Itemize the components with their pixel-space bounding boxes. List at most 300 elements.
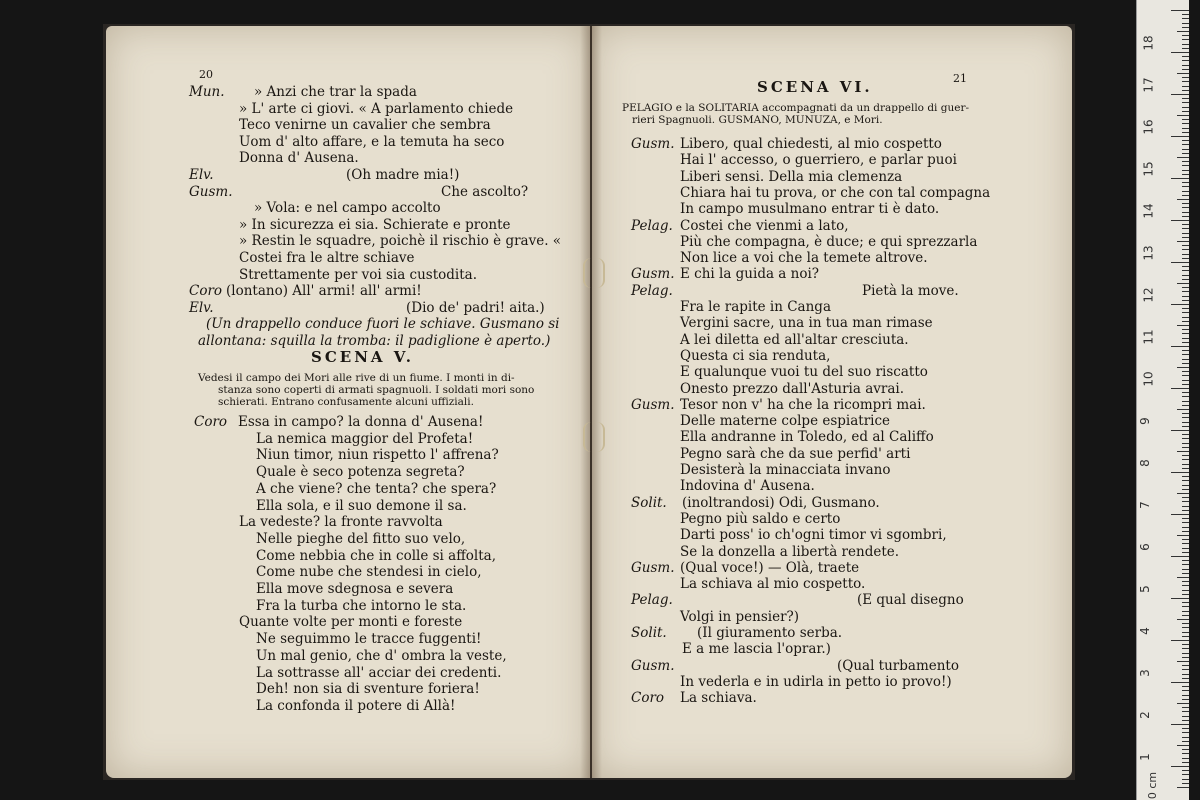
ruler-tick xyxy=(1182,35,1189,36)
ruler-tick xyxy=(1171,220,1189,221)
ruler-tick xyxy=(1177,241,1189,242)
ruler-tick xyxy=(1182,674,1189,675)
ruler-tick xyxy=(1177,409,1189,410)
verse-line: (lontano) All' armi! all' armi! xyxy=(226,283,422,300)
ruler-tick xyxy=(1182,720,1189,721)
ruler-tick xyxy=(1182,443,1189,444)
ruler-tick xyxy=(1182,333,1189,334)
ruler-tick xyxy=(1182,653,1189,654)
ruler-tick xyxy=(1182,770,1189,771)
ruler-tick xyxy=(1182,438,1189,439)
speaker-label: Elv. xyxy=(189,299,214,316)
ruler-tick xyxy=(1182,615,1189,616)
ruler-tick xyxy=(1171,430,1189,431)
ruler-tick xyxy=(1182,728,1189,729)
verse-line: Che ascolto? xyxy=(441,183,529,200)
ruler-tick xyxy=(1182,153,1189,154)
ruler-tick xyxy=(1182,65,1189,66)
ruler-tick xyxy=(1182,627,1189,628)
ruler-tick xyxy=(1182,279,1189,280)
ruler-tick xyxy=(1182,245,1189,246)
ruler-tick xyxy=(1182,98,1189,99)
ruler-tick xyxy=(1182,266,1189,267)
ruler-tick xyxy=(1182,77,1189,78)
ruler-tick xyxy=(1177,745,1189,746)
ruler-number: 2 xyxy=(1137,711,1152,719)
verse-line: Ella move sdegnosa e severa xyxy=(256,581,454,597)
verse-line: Quante volte per monti e foreste xyxy=(239,614,463,631)
verse-line: Pietà la move. xyxy=(862,282,959,299)
verse-line: Teco venirne un cavalier che sembra xyxy=(239,117,491,134)
ruler-tick xyxy=(1182,459,1189,460)
ruler-tick xyxy=(1171,724,1189,725)
verse-line: La sottrasse all' acciar dei credenti. xyxy=(256,664,502,681)
ruler-number: 15 xyxy=(1141,161,1156,177)
ruler-number: 8 xyxy=(1137,459,1152,467)
verse-line: (Qual turbamento xyxy=(837,657,959,674)
ruler-tick xyxy=(1182,375,1189,376)
ruler-number: 4 xyxy=(1137,627,1152,635)
verse-line: Indovina d' Ausena. xyxy=(680,478,815,495)
ruler-tick xyxy=(1182,581,1189,582)
ruler-tick xyxy=(1182,644,1189,645)
ruler-tick xyxy=(1182,480,1189,481)
verse-line: Fra le rapite in Canga xyxy=(680,299,831,315)
ruler-tick xyxy=(1182,212,1189,213)
ruler-tick xyxy=(1182,434,1189,435)
ruler-tick xyxy=(1177,31,1189,32)
verse-line: Non lice a voi che la temete altrove. xyxy=(680,250,928,267)
speaker-label: Gusm. xyxy=(631,396,675,413)
ruler-tick xyxy=(1182,611,1189,612)
ruler-tick xyxy=(1182,170,1189,171)
ruler-tick xyxy=(1182,779,1189,780)
ruler-tick xyxy=(1182,86,1189,87)
verse-line: (Il giuramento serba. xyxy=(697,625,843,641)
ruler-tick xyxy=(1182,321,1189,322)
ruler-number: 17 xyxy=(1141,77,1156,93)
ruler-tick xyxy=(1182,224,1189,225)
ruler-tick xyxy=(1182,522,1189,523)
ruler-tick xyxy=(1182,455,1189,456)
verse-line: Essa in campo? la donna d' Ausena! xyxy=(238,414,484,430)
stage-line: stanza sono coperti di armati spagnuoli. I soldati mori sono xyxy=(218,384,535,396)
ruler-tick xyxy=(1182,678,1189,679)
ruler-tick xyxy=(1182,174,1189,175)
coro-speaker: Coro xyxy=(194,414,228,430)
ruler-number: 13 xyxy=(1141,245,1156,261)
ruler-tick xyxy=(1171,598,1189,599)
ruler-tick xyxy=(1182,426,1189,427)
ruler-tick xyxy=(1182,573,1189,574)
verse-line: In vederla e in udirla in petto io provo!) xyxy=(680,673,952,690)
right-page xyxy=(592,26,1072,778)
verse-line: Tesor non v' ha che la ricompri mai. xyxy=(680,396,926,413)
verse-line: Onesto prezzo dall'Asturia avrai. xyxy=(680,380,904,397)
ruler-tick xyxy=(1171,556,1189,557)
ruler-tick xyxy=(1182,23,1189,24)
ruler-tick xyxy=(1182,300,1189,301)
left-page xyxy=(106,26,590,778)
ruler-tick xyxy=(1182,560,1189,561)
ruler-tick xyxy=(1182,783,1189,784)
ruler-tick xyxy=(1182,81,1189,82)
ruler-tick xyxy=(1182,317,1189,318)
ruler-tick xyxy=(1182,716,1189,717)
ruler-tick xyxy=(1182,149,1189,150)
ruler-tick xyxy=(1177,199,1189,200)
speaker-label: Gusm. xyxy=(631,559,675,576)
verse-line: Se la donzella a libertà rendete. xyxy=(680,543,900,560)
ruler-tick xyxy=(1182,44,1189,45)
ruler-tick xyxy=(1182,203,1189,204)
ruler-tick xyxy=(1182,648,1189,649)
verse-line: In campo musulmano entrar ti è dato. xyxy=(680,201,940,218)
ruler-tick xyxy=(1182,753,1189,754)
ruler-tick xyxy=(1171,682,1189,683)
ruler-tick xyxy=(1182,354,1189,355)
ruler-tick xyxy=(1182,602,1189,603)
book-gutter xyxy=(580,26,602,778)
ruler-tick xyxy=(1182,228,1189,229)
verse-line: La nemica maggior del Profeta! xyxy=(256,430,474,447)
ruler-tick xyxy=(1182,237,1189,238)
ruler-tick xyxy=(1182,363,1189,364)
ruler-tick xyxy=(1182,732,1189,733)
ruler-tick xyxy=(1182,665,1189,666)
ruler-tick xyxy=(1182,623,1189,624)
ruler-number: 18 xyxy=(1141,35,1156,51)
ruler-number: 7 xyxy=(1137,501,1152,509)
right-page-number: 21 xyxy=(953,72,967,85)
ruler-tick xyxy=(1182,510,1189,511)
speaker-label: Gusm. xyxy=(631,657,675,674)
ruler-number: 11 xyxy=(1141,329,1156,345)
verse-line: Darti poss' io ch'ogni timor vi sgombri, xyxy=(680,527,947,544)
verse-line: La schiava al mio cospetto. xyxy=(680,576,866,593)
ruler-tick xyxy=(1182,119,1189,120)
ruler-tick xyxy=(1182,489,1189,490)
ruler-tick xyxy=(1171,94,1189,95)
measuring-ruler xyxy=(1136,0,1189,800)
verse-line: Più che compagna, è duce; e qui sprezzarla xyxy=(680,233,978,250)
ruler-tick xyxy=(1182,506,1189,507)
ruler-tick xyxy=(1182,275,1189,276)
ruler-tick xyxy=(1182,636,1189,637)
ruler-tick xyxy=(1177,619,1189,620)
ruler-tick xyxy=(1182,737,1189,738)
speaker-label: Solit. xyxy=(631,625,667,641)
speaker-label: Coro xyxy=(189,283,223,300)
ruler-tick xyxy=(1182,186,1189,187)
verse-line: » L' arte ci giovi. « A parlamento chiede xyxy=(239,100,514,117)
scena-v-title: SCENA V. xyxy=(311,348,415,366)
verse-line: Nelle pieghe del fitto suo velo, xyxy=(256,530,466,547)
ruler-tick xyxy=(1182,711,1189,712)
verse-line: A che viene? che tenta? che spera? xyxy=(256,480,497,497)
ruler-tick xyxy=(1182,590,1189,591)
stage-line: PELAGIO e la SOLITARIA accompagnati da un drappello di guer- xyxy=(622,102,970,114)
verse-line: Donna d' Ausena. xyxy=(239,150,359,167)
ruler-number: 6 xyxy=(1137,543,1152,551)
ruler-tick xyxy=(1182,447,1189,448)
verse-line: Liberi sensi. Della mia clemenza xyxy=(680,168,903,185)
ruler-number: 3 xyxy=(1137,669,1152,677)
ruler-tick xyxy=(1171,514,1189,515)
ruler-tick xyxy=(1182,111,1189,112)
ruler-tick xyxy=(1182,371,1189,372)
ruler-tick xyxy=(1171,472,1189,473)
ruler-number: 5 xyxy=(1137,585,1152,593)
ruler-tick xyxy=(1182,359,1189,360)
ruler-tick xyxy=(1177,283,1189,284)
ruler-tick xyxy=(1177,451,1189,452)
verse-line: allontana: squilla la tromba: il padiglione è aperto.) xyxy=(198,333,551,349)
ruler-number: 14 xyxy=(1141,203,1156,219)
ruler-tick xyxy=(1182,564,1189,565)
ruler-tick xyxy=(1182,182,1189,183)
ruler-tick xyxy=(1182,485,1189,486)
ruler-tick xyxy=(1182,287,1189,288)
speaker-label: Pelag. xyxy=(631,592,673,609)
stage-line: schierati. Entrano confusamente alcuni uffiziali. xyxy=(218,396,474,408)
ruler-tick xyxy=(1182,39,1189,40)
verse-line: La schiava. xyxy=(680,690,757,707)
ruler-tick xyxy=(1182,695,1189,696)
ruler-tick xyxy=(1182,569,1189,570)
ruler-tick xyxy=(1177,661,1189,662)
ruler-number: 1 xyxy=(1137,753,1152,761)
ruler-tick xyxy=(1177,157,1189,158)
ruler-tick xyxy=(1182,741,1189,742)
ruler-tick xyxy=(1182,291,1189,292)
ruler-tick xyxy=(1177,367,1189,368)
verse-line: Come nebbia che in colle si affolta, xyxy=(256,547,496,564)
stage-line: rieri Spagnuoli. GUSMANO, MUNUZA, e Mori. xyxy=(632,114,883,126)
ruler-tick xyxy=(1182,686,1189,687)
verse-line: Desisterà la minacciata invano xyxy=(680,462,891,478)
ruler-tick xyxy=(1182,48,1189,49)
ruler-tick xyxy=(1182,60,1189,61)
verse-line: Libero, qual chiedesti, al mio cospetto xyxy=(680,136,942,152)
ruler-tick xyxy=(1182,543,1189,544)
verse-line: Delle materne colpe espiatrice xyxy=(680,413,891,430)
ruler-tick xyxy=(1182,758,1189,759)
binding-thread xyxy=(583,258,605,288)
ruler-tick xyxy=(1177,703,1189,704)
ruler-tick xyxy=(1182,401,1189,402)
verse-line: Volgi in pensier?) xyxy=(680,608,800,625)
verse-line: Deh! non sia di sventure foriera! xyxy=(256,681,480,698)
ruler-tick xyxy=(1182,552,1189,553)
ruler-tick xyxy=(1182,312,1189,313)
ruler-tick xyxy=(1182,56,1189,57)
ruler-number: 10 xyxy=(1141,371,1156,387)
ruler-tick xyxy=(1171,766,1189,767)
ruler-tick xyxy=(1182,216,1189,217)
ruler-tick xyxy=(1182,107,1189,108)
ruler-tick xyxy=(1182,338,1189,339)
ruler-tick xyxy=(1177,535,1189,536)
verse-line: Un mal genio, che d' ombra la veste, xyxy=(256,647,507,664)
ruler-tick xyxy=(1182,405,1189,406)
ruler-tick xyxy=(1182,669,1189,670)
ruler-tick xyxy=(1182,749,1189,750)
left-page-number: 20 xyxy=(199,68,213,81)
ruler-tick xyxy=(1182,774,1189,775)
speaker-label: Mun. xyxy=(189,84,225,100)
ruler-tick xyxy=(1171,136,1189,137)
ruler-tick xyxy=(1182,69,1189,70)
verse-line: Quale è seco potenza segreta? xyxy=(256,464,465,481)
verse-line: E a me lascia l'oprar.) xyxy=(682,641,831,658)
ruler-tick xyxy=(1182,468,1189,469)
speaker-label: Gusm. xyxy=(189,183,233,200)
verse-line: » Anzi che trar la spada xyxy=(254,84,417,100)
ruler-tick xyxy=(1182,413,1189,414)
ruler-tick xyxy=(1182,657,1189,658)
verse-line: E chi la guida a noi? xyxy=(680,266,820,283)
ruler-tick xyxy=(1182,417,1189,418)
ruler-tick xyxy=(1182,195,1189,196)
ruler-tick xyxy=(1182,539,1189,540)
ruler-tick xyxy=(1177,577,1189,578)
verse-line: Ella andranne in Toledo, ed al Califfo xyxy=(680,429,934,446)
ruler-tick xyxy=(1171,178,1189,179)
ruler-tick xyxy=(1182,527,1189,528)
ruler-tick xyxy=(1182,233,1189,234)
ruler-tick xyxy=(1171,346,1189,347)
ruler-tick xyxy=(1182,762,1189,763)
verse-line: Vergini sacre, una in tua man rimase xyxy=(680,315,933,332)
ruler-tick xyxy=(1182,161,1189,162)
verse-line: Pegno più saldo e certo xyxy=(680,510,841,527)
verse-line: E qualunque vuoi tu del suo riscatto xyxy=(680,364,928,381)
verse-line: » Restin le squadre, poichè il rischio è grave. « xyxy=(239,233,562,250)
ruler-tick xyxy=(1182,396,1189,397)
verse-line: (inoltrandosi) Odi, Gusmano. xyxy=(682,494,880,511)
ruler-tick xyxy=(1182,464,1189,465)
verse-line: Ella sola, e il suo demone il sa. xyxy=(256,497,467,514)
verse-line: Questa ci sia renduta, xyxy=(680,347,831,364)
verse-line: (E qual disegno xyxy=(857,592,964,609)
ruler-tick xyxy=(1182,140,1189,141)
ruler-tick xyxy=(1182,497,1189,498)
speaker-label: Solit. xyxy=(631,494,667,511)
verse-line: Ne seguimmo le tracce fuggenti! xyxy=(256,631,482,648)
ruler-tick xyxy=(1182,329,1189,330)
verse-line: » In sicurezza ei sia. Schierate e pronte xyxy=(239,216,511,233)
ruler-tick xyxy=(1182,308,1189,309)
verse-line: Fra la turba che intorno le sta. xyxy=(256,597,467,614)
ruler-tick xyxy=(1182,476,1189,477)
ruler-tick xyxy=(1182,518,1189,519)
ruler-tick xyxy=(1171,262,1189,263)
ruler-tick xyxy=(1177,493,1189,494)
ruler-tick xyxy=(1182,606,1189,607)
speaker-label: Gusm. xyxy=(631,266,675,283)
ruler-tick xyxy=(1171,388,1189,389)
ruler-tick xyxy=(1182,342,1189,343)
ruler-tick xyxy=(1182,350,1189,351)
ruler-tick xyxy=(1182,699,1189,700)
ruler-tick xyxy=(1182,132,1189,133)
ruler-tick xyxy=(1182,392,1189,393)
verse-line: (Dio de' padri! aita.) xyxy=(406,299,545,316)
verse-line: Niun timor, niun rispetto l' affrena? xyxy=(256,447,499,464)
speaker-label: Elv. xyxy=(189,167,214,183)
ruler-unit: 0 cm xyxy=(1146,771,1160,800)
verse-line: Uom d' alto affare, e la temuta ha seco xyxy=(239,133,505,150)
verse-line: La confonda il potere di Allà! xyxy=(256,697,456,714)
ruler-tick xyxy=(1182,585,1189,586)
verse-line: Costei fra le altre schiave xyxy=(239,250,415,266)
ruler-tick xyxy=(1182,594,1189,595)
ruler-tick xyxy=(1177,325,1189,326)
ruler-number: 16 xyxy=(1141,119,1156,135)
binding-thread xyxy=(583,422,605,452)
ruler-tick xyxy=(1171,52,1189,53)
ruler-tick xyxy=(1182,707,1189,708)
verse-line: (Qual voce!) — Olà, traete xyxy=(680,559,860,576)
verse-line: (Oh madre mia!) xyxy=(346,167,460,183)
ruler-tick xyxy=(1182,165,1189,166)
ruler-tick xyxy=(1177,73,1189,74)
ruler-tick xyxy=(1182,102,1189,103)
ruler-tick xyxy=(1182,270,1189,271)
ruler-tick xyxy=(1182,90,1189,91)
verse-line: Pegno sarà che da sue perfid' arti xyxy=(680,445,911,462)
verse-line: La vedeste? la fronte ravvolta xyxy=(239,514,443,531)
verse-line: Chiara hai tu prova, or che con tal compagna xyxy=(680,184,991,201)
ruler-tick xyxy=(1182,296,1189,297)
ruler-number: 12 xyxy=(1141,287,1156,303)
ruler-tick xyxy=(1182,249,1189,250)
ruler-tick xyxy=(1182,207,1189,208)
ruler-tick xyxy=(1171,304,1189,305)
ruler-tick xyxy=(1182,128,1189,129)
ruler-tick xyxy=(1182,27,1189,28)
ruler-tick xyxy=(1177,115,1189,116)
ruler-tick xyxy=(1182,380,1189,381)
ruler-tick xyxy=(1182,548,1189,549)
ruler-tick xyxy=(1182,123,1189,124)
speaker-label: Pelag. xyxy=(631,217,673,234)
ruler-tick xyxy=(1182,632,1189,633)
ruler-tick xyxy=(1182,531,1189,532)
ruler-tick xyxy=(1182,18,1189,19)
ruler-tick xyxy=(1182,191,1189,192)
ruler-tick xyxy=(1182,422,1189,423)
ruler-tick xyxy=(1182,258,1189,259)
verse-line: Come nube che stendesi in cielo, xyxy=(256,564,482,581)
ruler-tick xyxy=(1171,640,1189,641)
verse-line: (Un drappello conduce fuori le schiave. Gusmano si xyxy=(206,316,560,333)
speaker-label: Coro xyxy=(631,690,665,707)
ruler-number: 9 xyxy=(1137,417,1152,425)
verse-line: Strettamente per voi sia custodita. xyxy=(239,266,477,283)
stage-line: Vedesi il campo dei Mori alle rive di un fiume. I monti in di- xyxy=(198,372,515,384)
verse-line: » Vola: e nel campo accolto xyxy=(254,200,441,217)
verse-line: A lei diletta ed all'altar cresciuta. xyxy=(680,331,909,348)
ruler-tick xyxy=(1171,10,1189,11)
ruler-tick xyxy=(1182,144,1189,145)
ruler-tick xyxy=(1182,384,1189,385)
speaker-label: Pelag. xyxy=(631,282,673,299)
ruler-tick xyxy=(1182,14,1189,15)
verse-line: Hai l' accesso, o guerriero, e parlar puoi xyxy=(680,152,957,169)
speaker-label: Gusm. xyxy=(631,136,675,152)
